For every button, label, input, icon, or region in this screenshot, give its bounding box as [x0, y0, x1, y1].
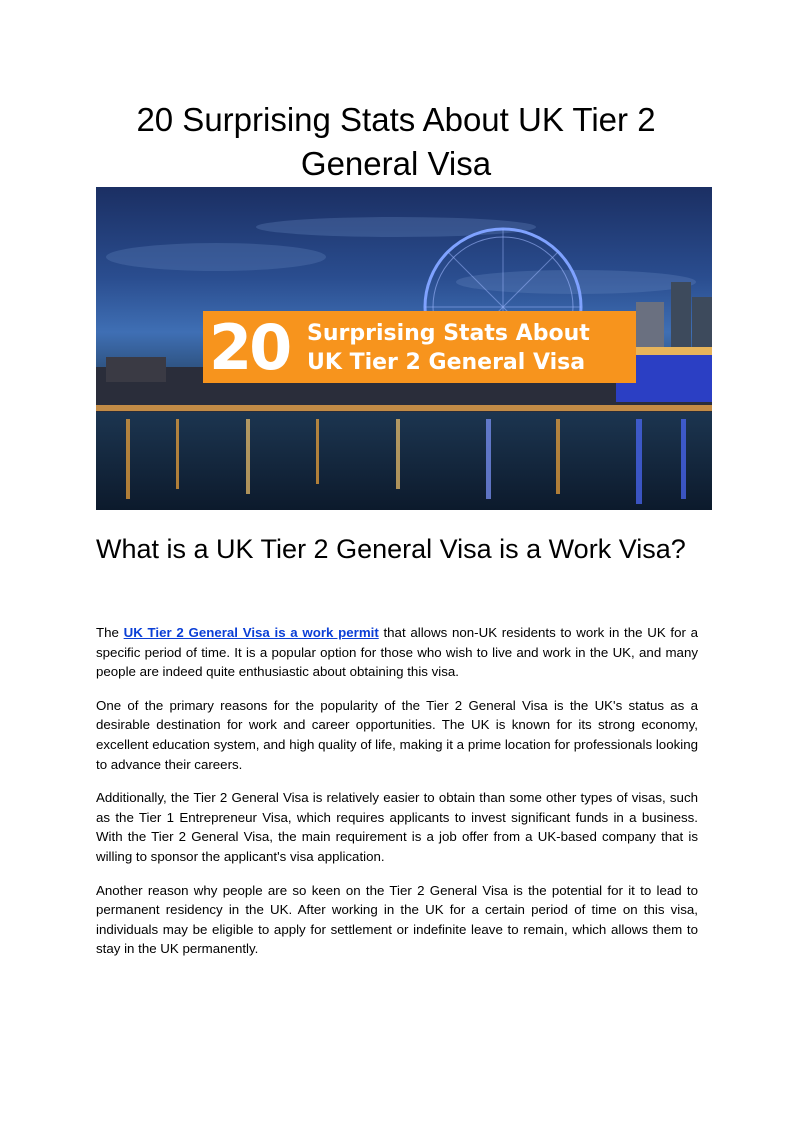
paragraph-4: Another reason why people are so keen on the Tier 2 General Visa is the potential for it to lead to permanent residency in the UK. After working in the UK for a certain period of time on this visa, individuals may be eligible to apply for settlement or indefinite leave to remain, which allows them to stay in the UK permanently.: [96, 882, 698, 957]
work-permit-link[interactable]: UK Tier 2 General Visa is a work permit: [123, 625, 379, 640]
banner-number: 20: [209, 311, 290, 384]
page-title: 20 Surprising Stats About UK Tier 2 General Visa: [136, 101, 656, 182]
paragraph-2: One of the primary reasons for the popularity of the Tier 2 General Visa is the UK's status as a desirable destination for work and career opportunities. The UK is known for its strong economy, excellent education system, and high quality of life, making it a prime location for professionals looking to advance their careers.: [96, 697, 698, 772]
paragraph-1-rest: that allows non-UK residents to work in the UK for a specific period of time. It is a popular option for those who wish to live and work in the UK, and many people are indeed quite enthusiastic about obtaining this visa.: [96, 625, 699, 680]
hero-image: [96, 187, 712, 510]
banner-line-2: UK Tier 2 General Visa: [307, 350, 586, 375]
section-heading: What is a UK Tier 2 General Visa is a Work Visa?: [96, 534, 686, 564]
paragraph-3: Additionally, the Tier 2 General Visa is relatively easier to obtain than some other types of visas, such as the Tier 1 Entrepreneur Visa, which requires applicants to invest significant funds in a business. With the Tier 2 General Visa, the main requirement is a job offer from a UK-based company that is willing to sponsor the applicant's visa application.: [96, 790, 698, 864]
article-body: [96, 623, 698, 973]
hero-banner: [203, 311, 636, 383]
banner-line-1: Surprising Stats About: [307, 321, 590, 346]
paragraph-1: [96, 623, 698, 682]
paragraph-1-intro: The: [96, 625, 124, 640]
banner-text: [307, 319, 590, 377]
